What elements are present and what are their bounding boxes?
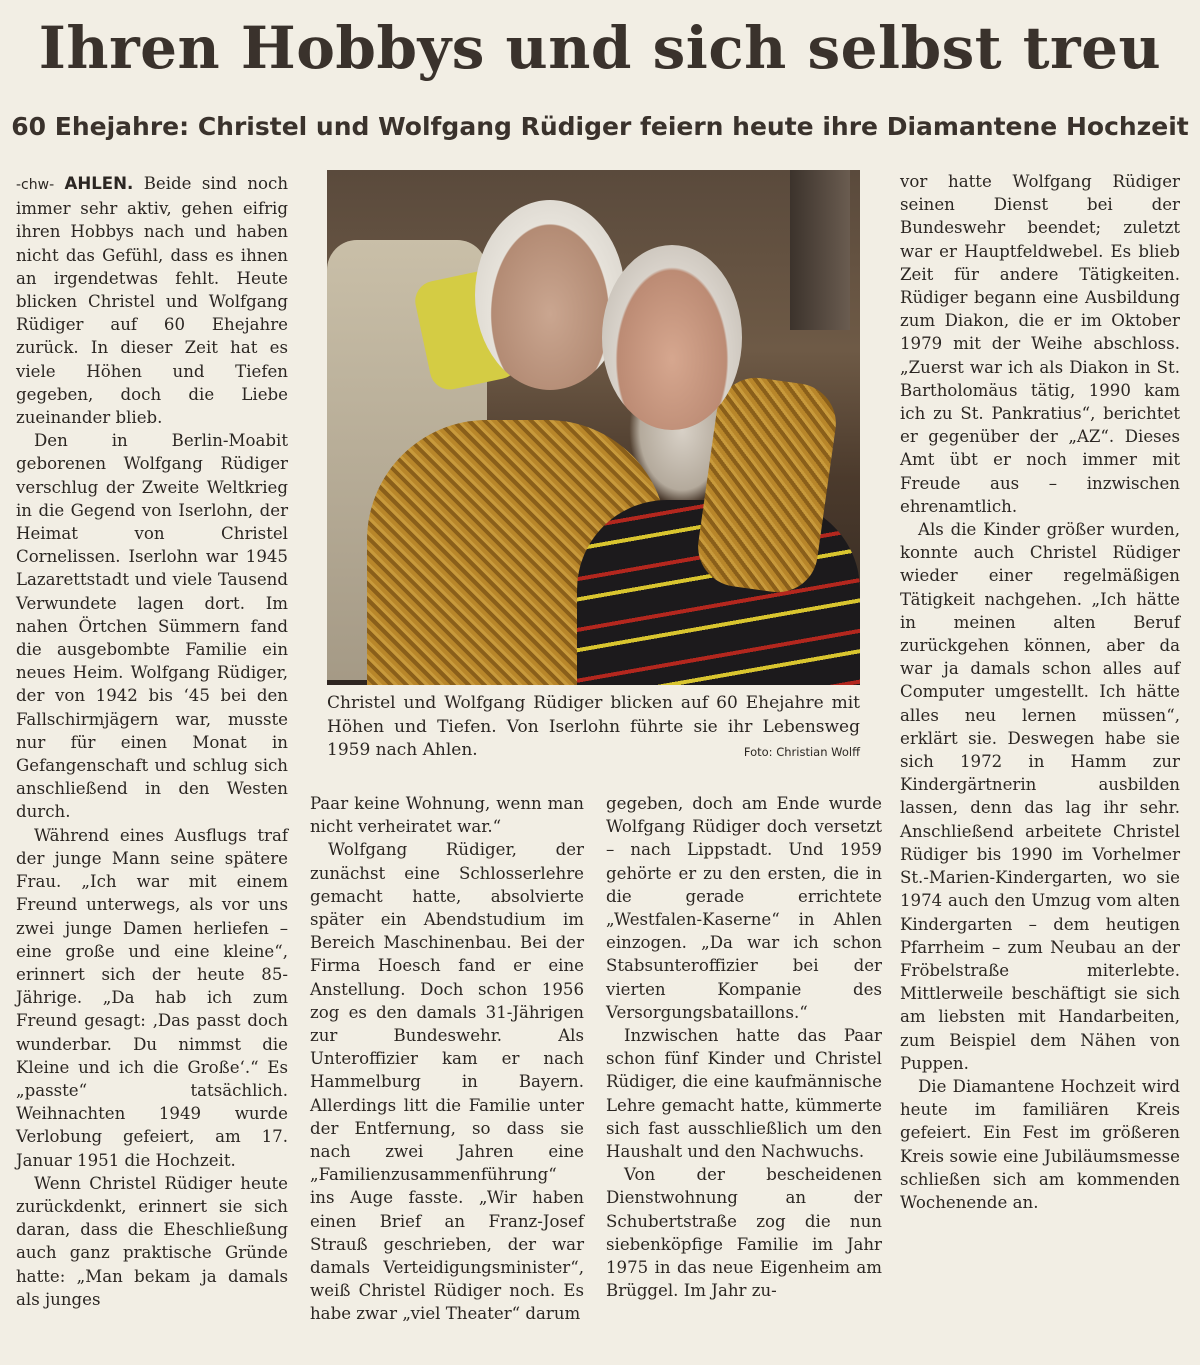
article-column-1 [16,172,288,1311]
article-paragraph: Inzwischen hatte das Paar schon fünf Kinder und Christel Rüdiger, die eine kaufmännische Lehre gemacht hatte, kümmerte sich fast ausschließlich um den Haushalt und den Nachwuchs. [606,1026,882,1162]
article-paragraph: vor hatte Wolfgang Rüdiger seinen Dienst bei der Bundeswehr beendet; zuletzt war er Hauptfeldwebel. Es blieb Zeit für andere Tätigkeiten. Rüdiger begann eine Ausbildung zum Diakon, die er im Oktober 1979 mit der Weihe abschloss. „Zuerst war ich als Diakon in St. Bartholomäus tätig, 1990 kam ich zu St. Pankratius“, berichtet er gegenüber der „AZ“. Dieses Amt übt er noch immer mit Freude aus – inzwischen ehrenamtlich. [900,172,1180,516]
photo-credit: Foto: Christian Wolff [743,745,860,759]
article-column-4 [900,170,1180,1214]
article-paragraph: Wenn Christel Rüdiger heute zurückdenkt, erinnert sie sich daran, dass die Eheschließung auch ganz praktische Gründe hatte: „Man bekam ja damals als junges [16,1173,288,1309]
article-paragraph: Als die Kinder größer wurden, konnte auch Christel Rüdiger wieder einer regelmäßigen Tätigkeit nachgehen. „Ich hätte in meinen alten Beruf zurückgehen können, aber da war ja damals schon alles auf Computer umgestellt. Ich hätte alles neu lernen müssen“, erklärt sie. Deswegen habe sie sich 1972 in Hamm zur Kindergärtnerin ausbilden lassen, denn das lag ihr sehr. Anschließend arbeitete Christel Rüdiger bis 1990 im Vorhelmer St.-Marien-Kindergarten, wo sie 1974 auch den Umzug vom alten Kindergarten – dem heutigen Pfarrheim – zum Neubau an der Fröbelstraße miterlebte. Mittlerweile beschäftigt sie sich am liebsten mit Handarbeiten, zum Beispiel dem Nähen von Puppen. [900,520,1180,1073]
photo-caption: Christel und Wolfgang Rüdiger blicken auf 60 Ehejahre mit Höhen und Tiefen. Von Iserlohn führte sie ihr Lebensweg 1959 nach Ahlen. [327,693,860,760]
man-head [602,245,742,430]
headline: Ihren Hobbys und sich selbst treu [38,14,1162,82]
article-column-2 [310,792,584,1326]
article-column-3 [606,792,882,1302]
article-paragraph: Während eines Ausflugs traf der junge Mann seine spätere Frau. „Ich war mit einem Freund unterwegs, als vor uns zwei junge Damen herliefen – eine große und eine kleine“, erinnert sich der heute 85-Jährige. „Da hab ich zum Freund gesagt: ‚Das passt doch wunderbar. Du nimmst die Kleine und ich die Große‘.“ Es „passte“ tatsächlich. Weihnachten 1949 wurde Verlobung gefeiert, am 17. Januar 1951 die Hochzeit. [16,825,288,1170]
article-paragraph: Wolfgang Rüdiger, der zunächst eine Schlosserlehre gemacht hatte, absolvierte später ein Abendstudium im Bereich Maschinenbau. Bei der Firma Hoesch fand er eine Anstellung. Doch schon 1956 zog es den damals 31-Jährigen zur Bundeswehr. Als Unteroffizier kam er nach Hammelburg in Bayern. Allerdings litt die Familie unter der Entfernung, so dass sie nach zwei Jahren eine „Familienzusammenführung“ ins Auge fasste. „Wir haben einen Brief an Franz-Josef Strauß geschrieben, der war damals Verteidigungsminister“, weiß Christel Rüdiger noch. Es habe zwar „viel Theater“ darum [310,840,584,1324]
subheadline: 60 Ehejahre: Christel und Wolfgang Rüdiger feiern heute ihre Diamantene Hochzeit [11,112,1189,141]
article-paragraph [16,172,288,429]
article-paragraph: Die Diamantene Hochzeit wird heute im familiären Kreis gefeiert. Ein Fest im größeren Kreis sowie eine Jubiläumsmesse schließen sich am kommenden Wochenende an. [900,1076,1180,1212]
woman-head [475,200,625,390]
article-paragraph: Paar keine Wohnung, wenn man nicht verheiratet war.“ [310,794,584,837]
article-paragraph: Von der bescheidenen Dienstwohnung an der Schubertstraße zog die nun siebenköpfige Familie im Jahr 1975 in das neue Eigenheim am Brüggel. Im Jahr zu- [606,1165,882,1301]
lamp-shape [790,170,850,330]
paragraph-text: Beide sind noch immer sehr aktiv, gehen eifrig ihren Hobbys nach und haben nicht das Gefühl, dass es ihnen an irgendetwas fehlt. Heute blicken Christel und Wolfgang Rüdiger auf 60 Ehejahre zurück. In dieser Zeit hat es viele Höhen und Tiefen gegeben, doch die Liebe zueinander blieb. [16,174,289,428]
article-paragraph: gegeben, doch am Ende wurde Wolfgang Rüdiger doch versetzt – nach Lippstadt. Und 1959 gehörte er zu den ersten, die in die gerade errichtete „Westfalen-Kaserne“ in Ahlen einzogen. „Da war ich schon Stabsunteroffizier bei der vierten Kompanie des Versorgungsbataillons.“ [606,794,882,1022]
article-paragraph: Den in Berlin-Moabit geborenen Wolfgang Rüdiger verschlug der Zweite Weltkrieg in die Gegend von Iserlohn, der Heimat von Christel Cornelissen. Iserlohn war 1945 Lazarettstadt und viele Tausend Verwundete lagen dort. Im nahen Örtchen Sümmern fand die ausgebombte Familie ein neues Heim. Wolfgang Rüdiger, der von 1942 bis ‘45 bei den Fallschirmjägern war, musste nur für einen Monat in Gefangenschaft und schlug sich anschließend in den Westen durch. [16,431,288,822]
dateline: AHLEN. [64,174,134,193]
author-initials: -chw- [16,177,55,193]
couple-photo [327,170,860,685]
